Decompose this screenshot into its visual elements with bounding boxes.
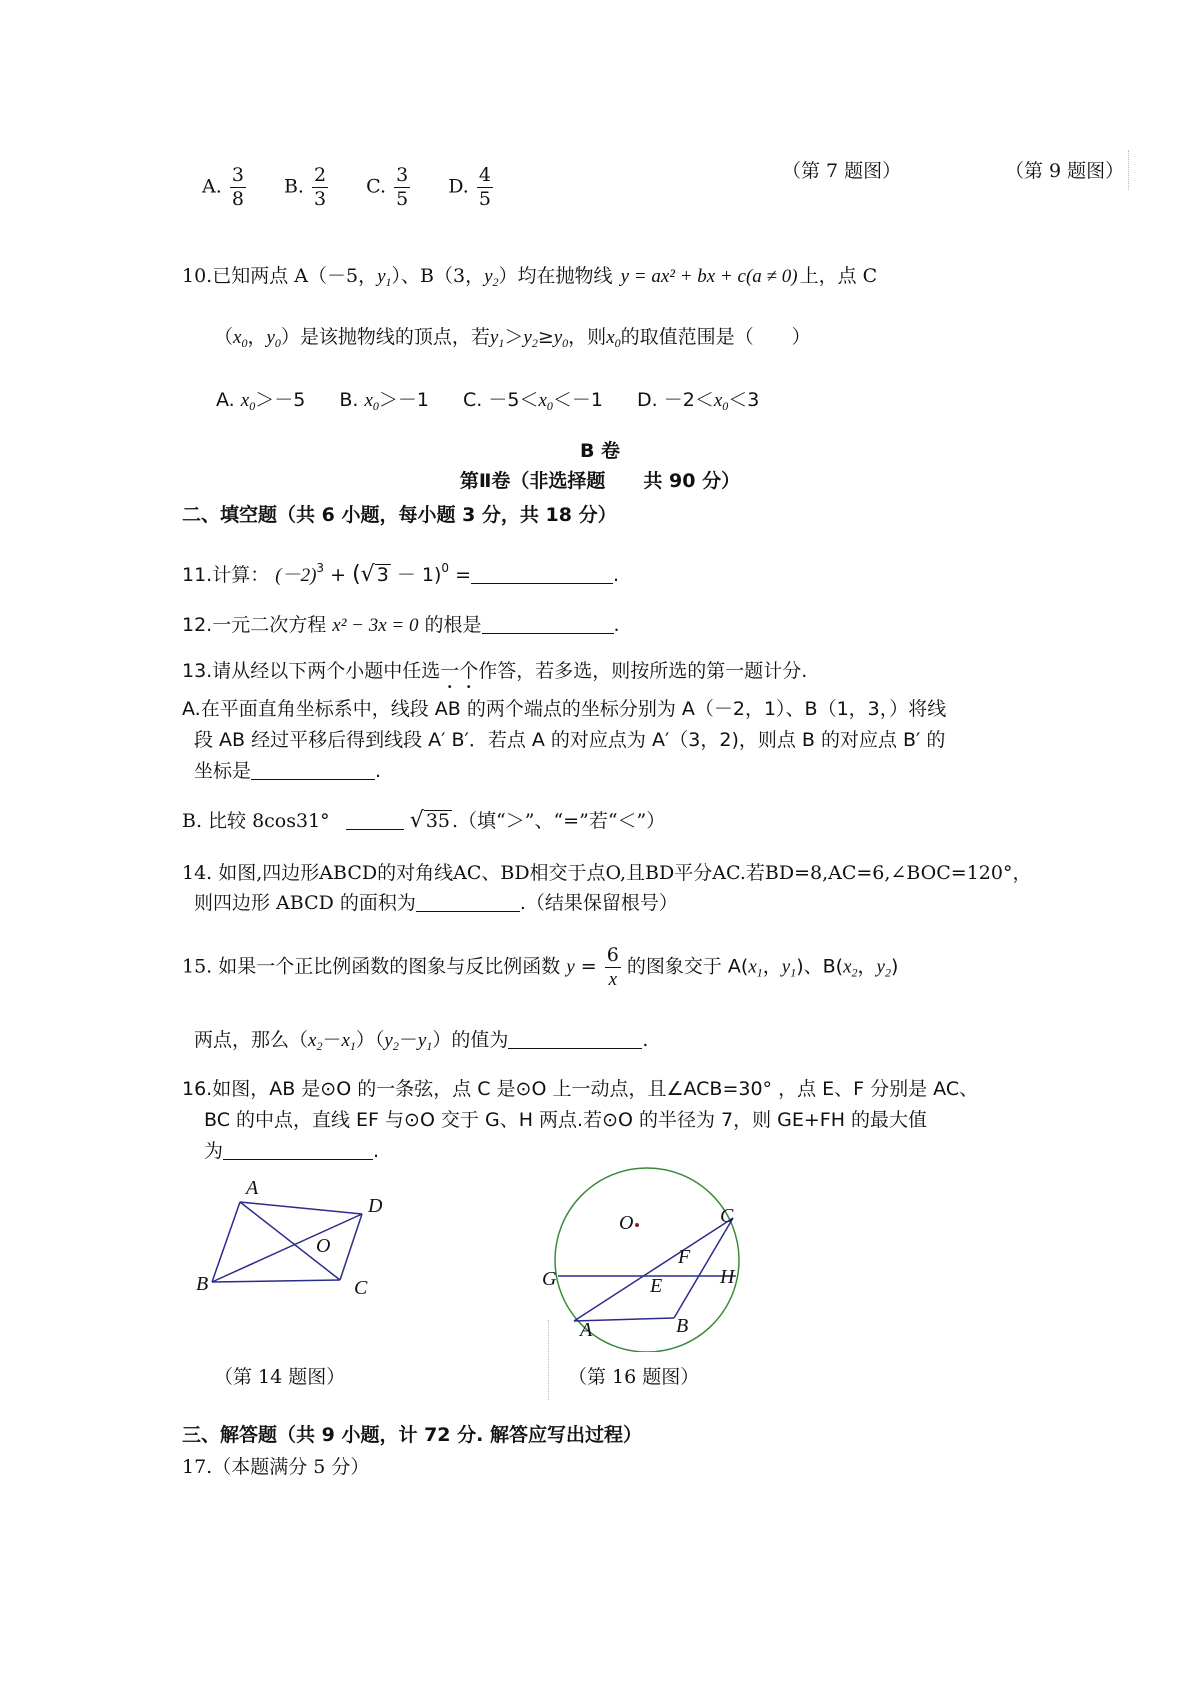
q10-var-y: y [266,327,275,348]
q15-text: ）的值为 [432,1029,509,1051]
q10-var-y: y [523,327,532,348]
fig14-diagonal-bd [212,1214,362,1282]
q15-var-y: y [417,1030,427,1051]
q10-var-y: y [489,327,499,348]
part2-heading: 二、填空题（共 6 小题，每小题 3 分，共 18 分） [182,504,617,526]
q10-var-x: x [233,327,242,348]
fig16-label-h: H [720,1266,735,1288]
q13b: B. 比较 8cos31° √ 35 .（填“＞”、“=”若“＜”） [182,808,666,833]
q15-text: ) [890,955,899,978]
q13b-suffix: .（填“＞”、“=”若“＜”） [452,810,666,832]
q10-var-y: y [377,266,386,287]
q15-var-x: x [308,1030,317,1051]
q9-option-b-label: B. [283,175,304,198]
fraction-denominator: 5 [478,188,491,210]
q12-suffix: 的根是 [424,614,482,636]
q10-sub: 0 [614,336,621,350]
q10-var-x: x [606,327,615,348]
fig14-label-c: C [354,1277,368,1299]
q10-sub: 0 [274,336,281,350]
q11-plus: + [330,564,347,586]
q10-var-x: x [240,390,250,411]
q10-text: ， [247,326,267,348]
fig14-label-a: A [246,1177,259,1199]
q11-end: . [613,564,620,586]
q10-option-b-relation: ＞－1 [378,389,429,411]
q10-option-c-relation: ＜－1 [552,389,603,411]
q16-label: 为 [204,1140,224,1162]
q13b-sqrt-35: 35 [425,810,450,832]
q14-line2 [194,890,678,916]
q10-text: （ [214,326,234,348]
q15-var-x: x [341,1030,350,1051]
q15-var-y: y [384,1030,393,1051]
q9-option-a [202,164,252,211]
fig16-label-a: A [580,1319,593,1341]
q15-answer-blank[interactable] [508,1028,642,1049]
q12-equation: x² − 3x = 0 [332,615,419,636]
q15-var-x: x [843,956,852,978]
q10-option-c-label: C. －5＜ [463,389,539,411]
fraction-numerator: 2 [314,164,327,186]
q10-option-a-relation: ＞－5 [255,389,306,411]
q10-var-x: x [713,390,723,411]
fig16-label-o: O [619,1212,634,1234]
q15-sub: 1 [426,1039,433,1053]
q13a-label: 坐标是 [194,760,252,782]
q15-sub: 2 [392,1039,399,1053]
q9-option-d-fraction [477,164,493,211]
q13a-line1: A.在平面直角坐标系中，线段 AB 的两个端点的坐标分别为 A（－2，1）、B（1，3，）将线 [182,698,947,720]
q10-option-a [216,389,305,411]
fraction-denominator: x [608,969,618,990]
q15-text: )、B( [796,955,844,978]
q13-intro-text: 作答，若多选，则按所选的第一题计分. [478,660,808,682]
q15-comma: ， [762,955,782,978]
q13-intro [182,658,807,693]
q12-end: . [613,614,620,636]
margin-dotted-line [1128,150,1129,190]
fig16-label-g: G [542,1268,557,1290]
q9-option-a-fraction [230,164,246,211]
q11: 11.计算： $(-2)^3$ + (√ 3 － 1)$^0$ = . [182,561,620,587]
q15-text: 15. 如果一个正比例函数的图象与反比例函数 [182,955,561,978]
fig14-label-b: B [196,1273,209,1295]
section-b-subtitle: 第Ⅱ卷（非选择题 共 90 分） [459,470,741,492]
fig14-label-o: O [316,1235,331,1257]
q10-option-b [339,389,429,411]
q15-sub: 1 [349,1039,356,1053]
q15-line1 [182,944,898,991]
q13a-answer-blank[interactable] [251,759,375,780]
q15-sub: 2 [851,965,858,980]
q10-text: ）是该抛物线的顶点，若 [280,326,490,348]
caption-q9: （第 9 题图） [1005,160,1125,182]
fraction-denominator: 8 [231,188,244,210]
fraction-numerator: 3 [396,164,409,186]
q12-answer-blank[interactable] [482,613,614,634]
fig16-label-e: E [650,1275,663,1297]
q13a-end: . [375,760,382,782]
fig14-label-d: D [368,1195,383,1217]
q15-sub: 2 [316,1039,323,1053]
q10-options [216,387,759,419]
fig14-caption: （第 14 题图） [214,1366,346,1388]
q10-text: 上，点 C [799,265,878,287]
q9-option-d [448,164,499,211]
fraction-denominator: 5 [396,188,409,210]
q15-comma: ， [857,955,877,978]
q10-line1 [182,263,877,295]
q9-option-b [284,164,334,211]
q10-option-b-label: B. [339,389,359,411]
q11-minus-one: － 1) [396,564,442,586]
q10-option-d-relation: ＜3 [728,389,760,411]
q9-option-a-label: A. [202,175,222,198]
q10-line2: （$x_0$，$y_0$）是该抛物线的顶点，若$y_1>y_2\ge y_0$，则$x_0$的取值范围是（ ） [214,326,811,350]
q10-sub: 2 [492,275,499,289]
q13a-line3 [194,758,381,784]
fig14-side-ad [240,1202,362,1214]
q10-text: ）均在抛物线 [498,265,613,287]
q16-answer-blank[interactable] [223,1139,373,1160]
q10-sub: 1 [498,336,505,350]
q14-answer-blank[interactable] [416,891,520,912]
fig16-label-c: C [720,1205,734,1227]
q15-var-y: y [781,956,791,978]
q12 [182,612,620,639]
q15-line2 [194,1027,648,1059]
q10-text: ，则 [568,326,607,348]
q15-minus: － [398,1029,418,1051]
q11-exponent-3: 3 [316,561,325,575]
q10-var-y: y [553,327,563,348]
fig14-side-ba [212,1202,240,1282]
q10-equation: y = ax² + bx + c(a ≠ 0) [620,266,798,287]
q13-intro-emphasis: 一个 [440,660,479,682]
q11-prefix: 11.计算： [182,564,270,586]
q15-fraction [605,944,621,991]
section-b-title: B 卷 [579,440,621,462]
q10-var-x: x [364,390,373,411]
figure-14 [190,1172,410,1302]
q11-sqrt-3: 3 [376,564,389,586]
q10-sub: 1 [385,275,392,289]
q16-line1: 16.如图，AB 是⊙O 的一条弦，点 C 是⊙O 上一动点，且∠ACB=30° ，点 E、F 分别是 AC、 [182,1078,979,1100]
q9-option-c-label: C. [366,175,387,198]
q15-text: 的图象交于 A( [626,955,749,978]
q9-option-b-fraction [312,164,328,211]
fraction-numerator: 6 [606,944,619,966]
q13-intro-text: 13.请从经以下两个小题中任选 [182,660,441,682]
q11-equals: = [455,564,471,586]
q9-options [202,164,499,211]
fraction-numerator: 3 [231,164,244,186]
fig16-center-dot [635,1223,639,1227]
q10-sub: 0 [241,336,248,350]
q14-line1: 14. 如图,四边形ABCD的对角线AC、BD相交于点O,且BD平分AC.若BD=8,AC=6,∠BOC=120°， [182,862,1032,884]
part3-heading: 三、解答题（共 9 小题，计 72 分. 解答应写出过程） [182,1424,642,1446]
q10-sub: 0 [546,399,553,413]
q15-var-y: y [566,956,575,978]
q15-sub: 1 [756,965,763,980]
q16-end: . [373,1140,380,1162]
fig16-label-b: B [676,1315,689,1337]
q9-option-c [366,164,416,211]
fig16-label-f: F [678,1246,691,1268]
q10-sub: 0 [249,399,256,413]
q10-option-d [637,389,759,411]
q10-option-c [463,389,603,411]
q15-sub: 2 [884,965,891,980]
q16-line3 [204,1138,379,1164]
q15-var-x: x [748,956,757,978]
q13a-line2: 段 AB 经过平移后得到线段 A′ B′．若点 A 的对应点为 A′（3，2)，则点 B 的对应点 B′ 的 [194,729,946,751]
q12-prefix: 12.一元二次方程 [182,614,327,636]
q13b-answer-blank[interactable] [346,809,404,830]
q10-var-y: y [484,266,493,287]
fig14-side-cb [212,1280,340,1282]
q14-label: 则四边形 ABCD 的面积为 [194,892,416,914]
caption-q7: （第 7 题图） [782,160,902,182]
q17-title: 17.（本题满分 5 分） [182,1456,370,1478]
q10-sub: 0 [562,336,569,350]
q15-sub: 1 [790,965,797,980]
q14-end: .（结果保留根号） [519,892,678,914]
q9-option-d-label: D. [448,175,469,198]
q15-text: ）（ [355,1029,385,1051]
q10-sub: 2 [531,336,538,350]
figure-16 [530,1162,770,1352]
fraction-denominator: 3 [314,188,327,210]
q10-text: 的取值范围是（ ） [620,326,811,348]
q9-option-c-fraction [394,164,410,211]
q10-text: ）、B（3， [391,265,485,287]
q13b-prefix: B. 比较 8cos31° [182,810,330,832]
fraction-numerator: 4 [478,164,491,186]
q11-term-neg2: (－2) [275,565,317,586]
q11-exponent-0: 0 [441,561,450,575]
fig14-side-dc [340,1214,362,1280]
fig16-segment-ac [574,1218,733,1321]
q10-option-d-label: D. －2＜ [637,389,714,411]
q15-minus: － [322,1029,342,1051]
q10-var-x: x [538,390,547,411]
q15-equals: = [580,955,597,978]
q10-option-a-label: A. [216,389,235,411]
q10-sub: 0 [722,399,729,413]
q10-sub: 0 [372,399,379,413]
q15-var-y: y [876,956,885,978]
q15-text: 两点，那么（ [194,1029,309,1051]
q10-text: 10.已知两点 A（－5， [182,265,378,287]
q15-end: . [642,1029,649,1051]
q16-line2: BC 的中点，直线 EF 与⊙O 交于 G、H 两点.若⊙O 的半径为 7，则 GE+FH 的最大值 [204,1109,928,1131]
fig16-caption: （第 16 题图） [568,1366,700,1388]
q11-answer-blank[interactable] [471,563,613,584]
